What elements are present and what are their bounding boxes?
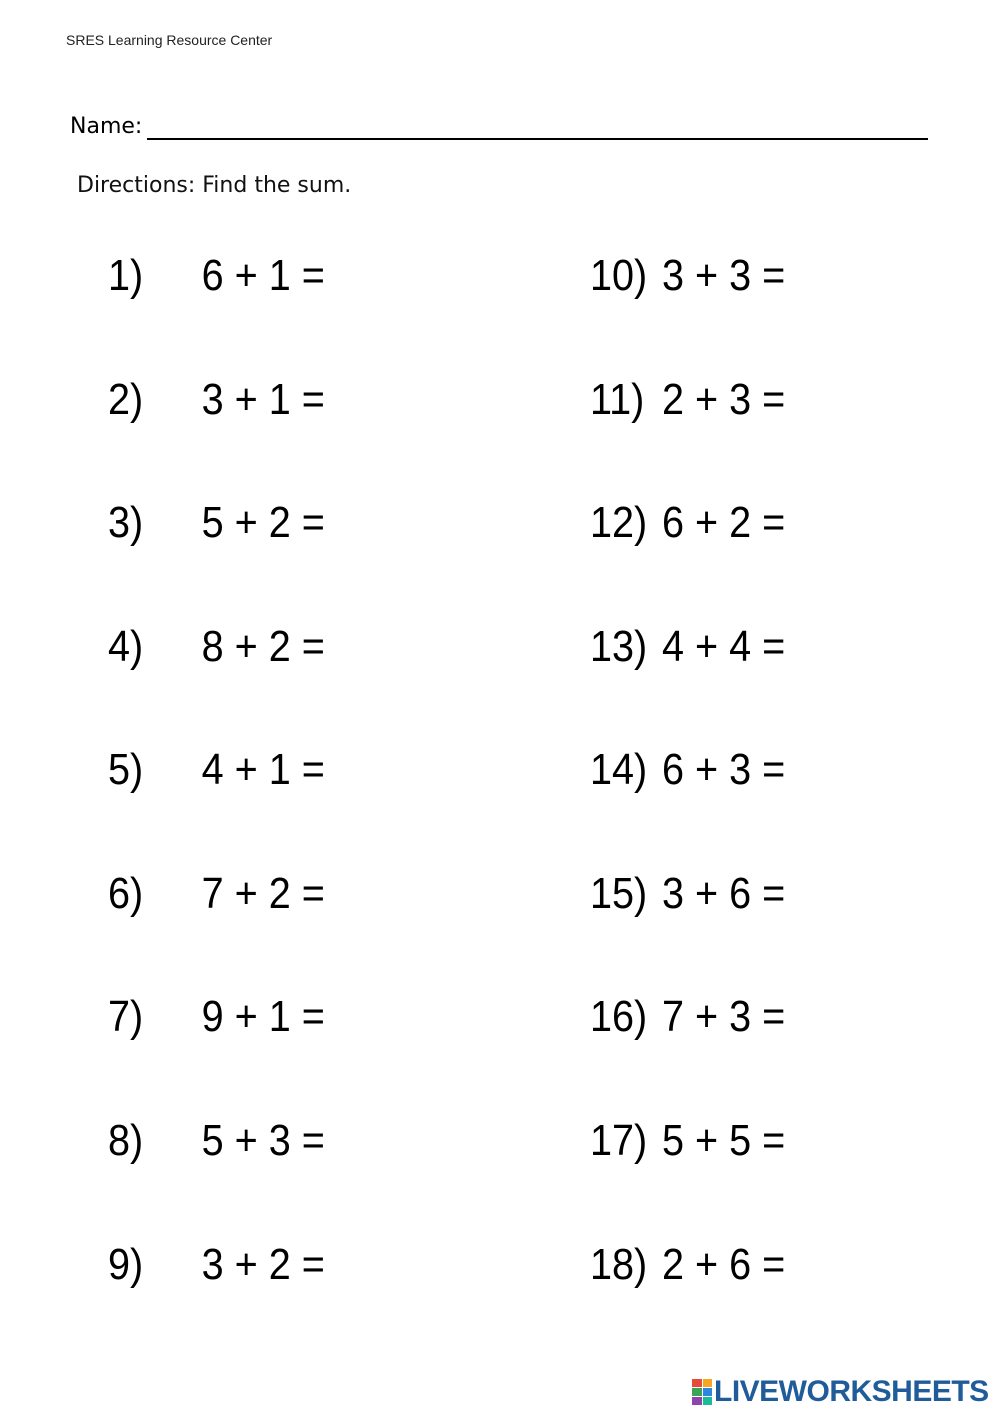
problem-expression: 7 + 3 = xyxy=(662,992,786,1041)
problem-number: 16) xyxy=(590,992,648,1041)
problem-expression: 3 + 6 = xyxy=(662,869,786,918)
problem-expression: 8 + 2 = xyxy=(201,622,325,671)
problem-number: 14) xyxy=(590,745,648,794)
problem-number: 5) xyxy=(108,745,144,794)
problem-expression: 5 + 5 = xyxy=(662,1116,786,1165)
name-label: Name: xyxy=(70,114,143,139)
problem-number: 9) xyxy=(108,1240,144,1289)
problem-item xyxy=(590,1235,785,1295)
problem-expression: 9 + 1 = xyxy=(201,992,325,1041)
problem-number: 18) xyxy=(590,1240,648,1289)
problem-expression: 4 + 4 = xyxy=(662,622,786,671)
problem-expression: 3 + 3 = xyxy=(662,251,786,300)
problem-number: 3) xyxy=(108,498,144,547)
problem-number: 7) xyxy=(108,992,144,1041)
logo-mark-icon xyxy=(692,1379,712,1405)
problem-item xyxy=(108,1235,325,1295)
problem-expression: 2 + 6 = xyxy=(662,1240,786,1289)
liveworksheets-logo xyxy=(692,1374,989,1410)
problem-number: 8) xyxy=(108,1116,144,1165)
problem-item xyxy=(590,740,785,800)
problem-number: 1) xyxy=(108,251,144,300)
problem-expression: 6 + 1 = xyxy=(201,251,325,300)
problem-item xyxy=(590,493,785,553)
problem-item xyxy=(590,1111,785,1171)
problem-number: 10) xyxy=(590,251,648,300)
problem-item xyxy=(590,864,785,924)
problem-item xyxy=(108,864,325,924)
problem-item xyxy=(108,740,325,800)
problem-expression: 6 + 3 = xyxy=(662,745,786,794)
problem-item xyxy=(590,987,785,1047)
header-org-name: SRES Learning Resource Center xyxy=(66,32,273,48)
problem-number: 11) xyxy=(590,375,645,424)
problem-item xyxy=(590,370,785,430)
problem-expression: 6 + 2 = xyxy=(662,498,786,547)
problem-expression: 3 + 2 = xyxy=(201,1240,325,1289)
problem-expression: 2 + 3 = xyxy=(662,375,786,424)
problem-expression: 3 + 1 = xyxy=(201,375,325,424)
problem-item xyxy=(108,617,325,677)
problem-item xyxy=(590,617,785,677)
problem-number: 2) xyxy=(108,375,144,424)
problem-expression: 7 + 2 = xyxy=(201,869,325,918)
logo-text: LIVEWORKSHEETS xyxy=(714,1375,989,1408)
name-input-line[interactable] xyxy=(147,138,928,140)
problem-expression: 5 + 3 = xyxy=(201,1116,325,1165)
problem-expression: 4 + 1 = xyxy=(201,745,325,794)
problem-number: 15) xyxy=(590,869,648,918)
problem-item xyxy=(590,246,785,306)
problem-number: 6) xyxy=(108,869,144,918)
problem-item xyxy=(108,370,325,430)
problem-item xyxy=(108,246,325,306)
problem-expression: 5 + 2 = xyxy=(201,498,325,547)
problem-number: 13) xyxy=(590,622,648,671)
problem-number: 12) xyxy=(590,498,648,547)
directions-text: Directions: Find the sum. xyxy=(77,173,352,198)
problem-item xyxy=(108,1111,325,1171)
problem-number: 4) xyxy=(108,622,144,671)
problem-number: 17) xyxy=(590,1116,648,1165)
problem-item xyxy=(108,987,325,1047)
problem-item xyxy=(108,493,325,553)
